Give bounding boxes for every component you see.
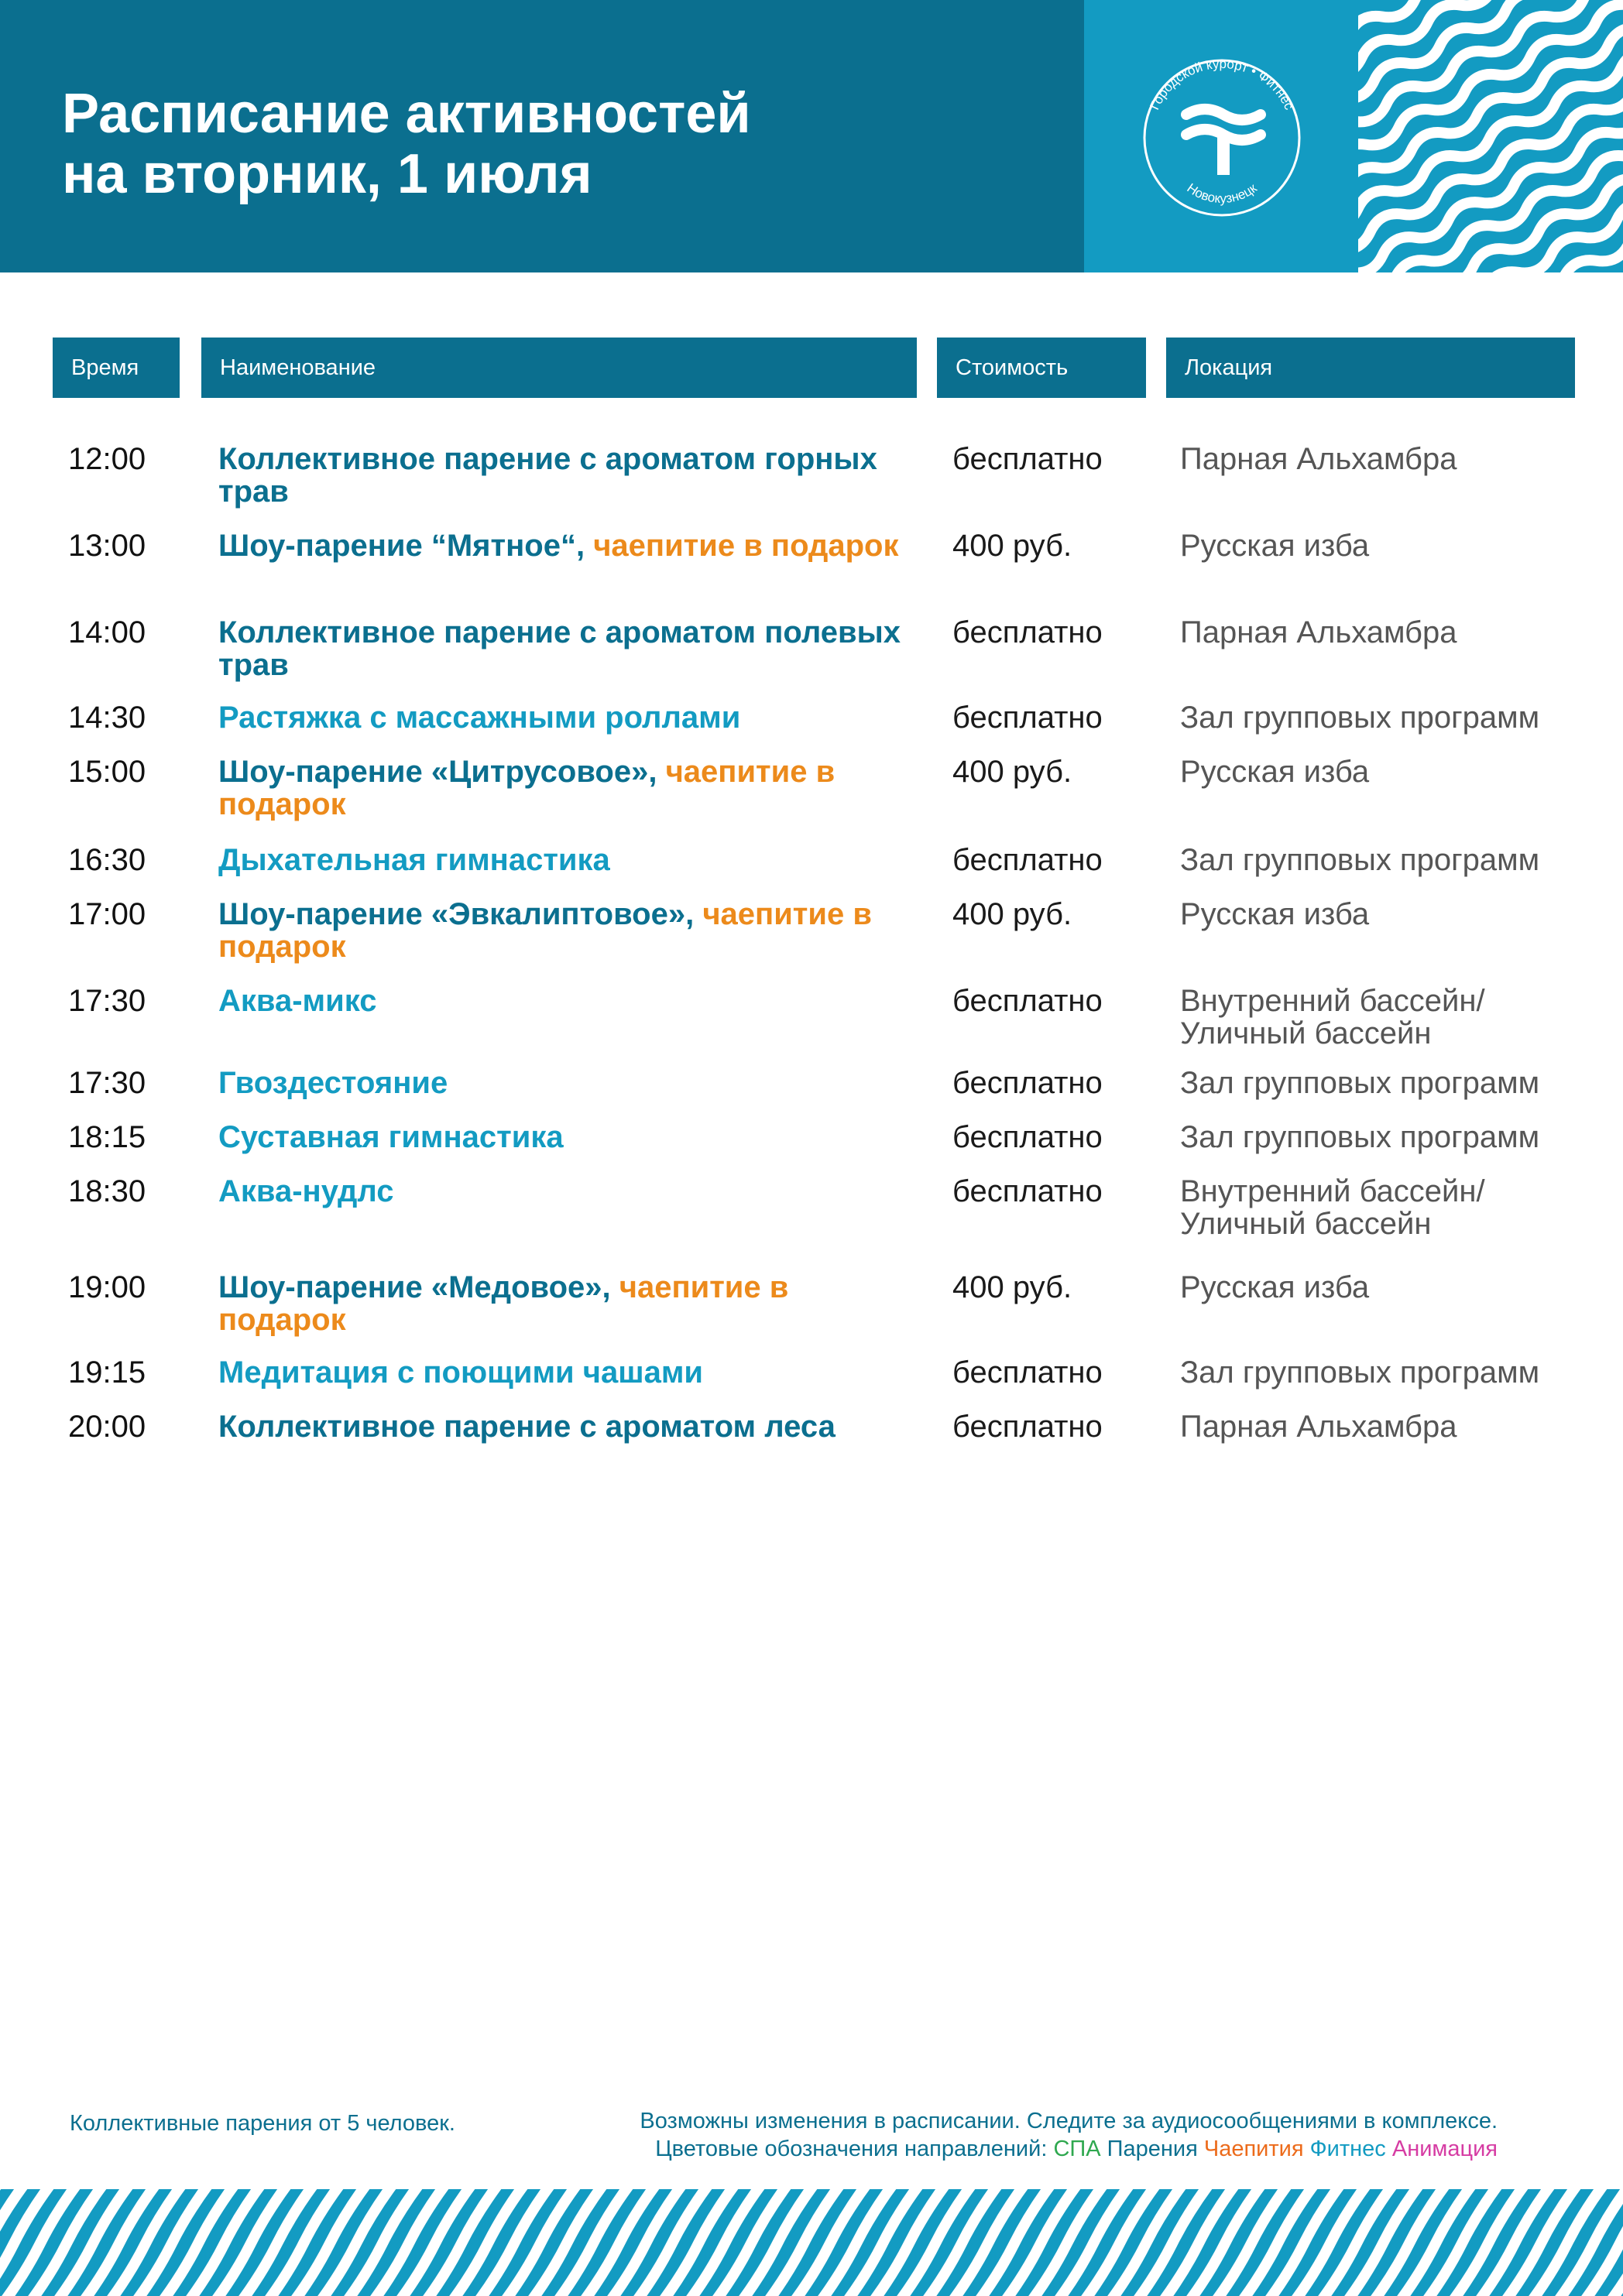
row-time: 15:00 xyxy=(68,755,146,789)
row-location: Зал групповых программ xyxy=(1180,843,1540,877)
row-location: Зал групповых программ xyxy=(1180,1355,1540,1390)
row-activity-name xyxy=(218,529,915,562)
row-location: Зал групповых программ xyxy=(1180,701,1540,735)
activity-title: Коллективное парение с ароматом леса xyxy=(218,1410,836,1444)
row-price: бесплатно xyxy=(952,843,1103,877)
column-header-location: Локация xyxy=(1166,338,1575,398)
legend-fitness: Фитнес xyxy=(1309,2137,1386,2161)
row-location: Внутренний бассейн/ Уличный бассейн xyxy=(1180,984,1485,1050)
page-title: Расписание активностей на вторник, 1 июля xyxy=(62,83,751,205)
footer-wave-pattern xyxy=(0,2189,1623,2296)
schedule-change-note: Возможны изменения в расписании. Следите за аудиосообщениями в комплексе. xyxy=(640,2109,1498,2133)
row-time: 17:30 xyxy=(68,984,146,1018)
row-activity-name xyxy=(218,898,915,963)
color-legend xyxy=(465,2135,1498,2163)
row-time: 19:15 xyxy=(68,1355,146,1390)
row-price: бесплатно xyxy=(952,1174,1103,1208)
activity-title: Шоу-парение «Медовое», xyxy=(218,1270,611,1304)
row-price: бесплатно xyxy=(952,984,1103,1018)
legend-spa: СПА xyxy=(1053,2137,1101,2161)
activity-title: Медитация с поющими чашами xyxy=(218,1355,703,1390)
column-header-time: Время xyxy=(53,338,180,398)
row-activity-name xyxy=(218,844,915,876)
row-time: 18:30 xyxy=(68,1174,146,1208)
row-activity-name xyxy=(218,985,915,1017)
activity-title: Коллективное парение с ароматом полевых трав xyxy=(218,615,901,682)
row-time: 16:30 xyxy=(68,843,146,877)
header-wave-pattern xyxy=(1358,0,1623,272)
column-header-name: Наименование xyxy=(201,338,917,398)
legend-label: Цветовые обозначения направлений: xyxy=(655,2137,1048,2161)
row-price: 400 руб. xyxy=(952,1270,1072,1304)
row-location: Внутренний бассейн/ Уличный бассейн xyxy=(1180,1174,1485,1241)
row-price: бесплатно xyxy=(952,615,1103,649)
column-header-price: Стоимость xyxy=(937,338,1146,398)
row-location: Парная Альхамбра xyxy=(1180,1410,1457,1444)
activity-title: Шоу-парение «Цитрусовое», xyxy=(218,755,657,789)
footer-note-right xyxy=(465,2107,1498,2163)
row-activity-name xyxy=(218,756,915,821)
row-price: 400 руб. xyxy=(952,529,1072,563)
row-activity-name xyxy=(218,1175,915,1208)
tea-gift-note: чаепитие в подарок xyxy=(593,529,899,563)
row-price: бесплатно xyxy=(952,701,1103,735)
tea-gift-note: чаепитие в подарок xyxy=(218,897,872,964)
row-activity-name xyxy=(218,1121,915,1153)
row-activity-name xyxy=(218,701,915,734)
activity-title: Шоу-парение «Эвкалиптовое», xyxy=(218,897,695,931)
row-price: бесплатно xyxy=(952,1410,1103,1444)
row-location: Зал групповых программ xyxy=(1180,1066,1540,1100)
activity-title: Дыхательная гимнастика xyxy=(218,843,610,877)
activity-title: Суставная гимнастика xyxy=(218,1120,564,1154)
row-location: Парная Альхамбра xyxy=(1180,615,1457,649)
row-time: 18:15 xyxy=(68,1120,146,1154)
row-activity-name xyxy=(218,1067,915,1099)
legend-tea: Чаепития xyxy=(1203,2137,1304,2161)
row-price: бесплатно xyxy=(952,442,1103,476)
activity-title: Аква-нудлс xyxy=(218,1174,394,1208)
row-time: 14:30 xyxy=(68,701,146,735)
activity-title: Гвоздестояние xyxy=(218,1066,448,1100)
legend-parenie: Парения xyxy=(1107,2137,1198,2161)
row-location: Русская изба xyxy=(1180,897,1370,931)
row-time: 17:30 xyxy=(68,1066,146,1100)
row-price: бесплатно xyxy=(952,1066,1103,1100)
row-location: Парная Альхамбра xyxy=(1180,442,1457,476)
row-location: Русская изба xyxy=(1180,755,1370,789)
row-activity-name xyxy=(218,1271,915,1336)
row-price: 400 руб. xyxy=(952,897,1072,931)
row-activity-name xyxy=(218,443,915,508)
header-banner xyxy=(0,0,1623,272)
row-time: 17:00 xyxy=(68,897,146,931)
legend-animation: Анимация xyxy=(1391,2137,1498,2161)
row-price: бесплатно xyxy=(952,1355,1103,1390)
tea-gift-note: чаепитие в подарок xyxy=(218,1270,789,1337)
row-time: 14:00 xyxy=(68,615,146,649)
activity-title: Аква-микс xyxy=(218,984,377,1018)
row-location: Зал групповых программ xyxy=(1180,1120,1540,1154)
row-activity-name xyxy=(218,1356,915,1389)
resort-wave-logo-icon xyxy=(1131,46,1313,229)
row-time: 12:00 xyxy=(68,442,146,476)
row-price: бесплатно xyxy=(952,1120,1103,1154)
activity-title: Коллективное парение с ароматом горных трав xyxy=(218,442,877,509)
tea-gift-note: чаепитие в подарок xyxy=(218,755,836,821)
row-location: Русская изба xyxy=(1180,529,1370,563)
row-time: 19:00 xyxy=(68,1270,146,1304)
activity-title: Растяжка с массажными роллами xyxy=(218,701,741,735)
logo-text-top: Городской курорт • Фитнес xyxy=(1147,56,1297,112)
row-time: 13:00 xyxy=(68,529,146,563)
logo-text-bottom: Новокузнецк xyxy=(1184,180,1260,207)
row-activity-name xyxy=(218,616,915,681)
activity-title: Шоу-парение “Мятное“, xyxy=(218,529,585,563)
footer-note-left: Коллективные парения от 5 человек. xyxy=(70,2111,455,2136)
row-activity-name xyxy=(218,1410,915,1443)
row-time: 20:00 xyxy=(68,1410,146,1444)
row-price: 400 руб. xyxy=(952,755,1072,789)
row-location: Русская изба xyxy=(1180,1270,1370,1304)
